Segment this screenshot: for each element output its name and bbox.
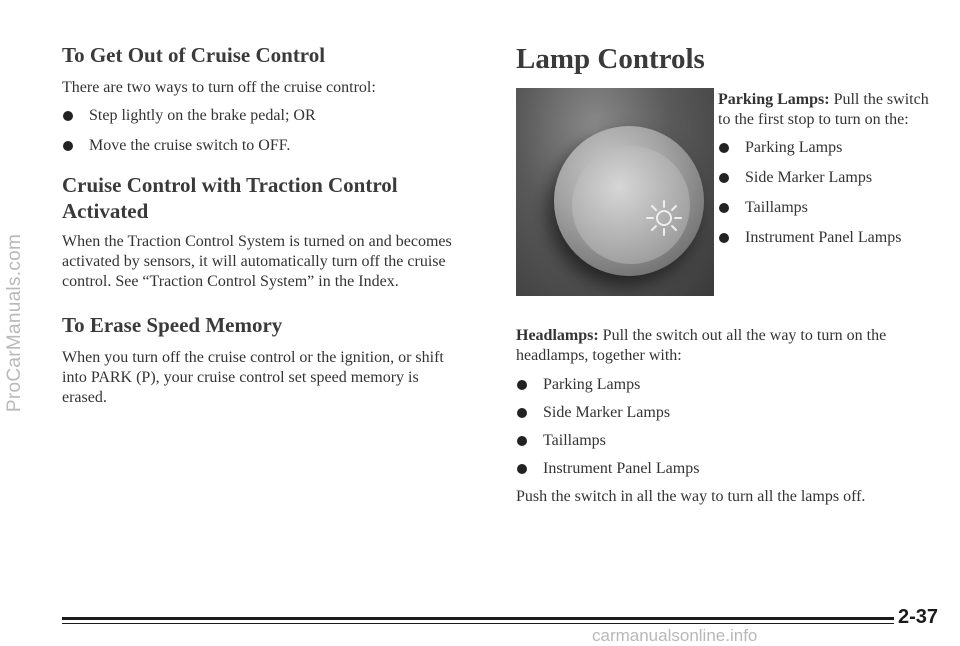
- parking-lamps-label: Parking Lamps:: [718, 91, 830, 108]
- left-column: [62, 42, 462, 408]
- footer-rule-thin: [62, 623, 894, 624]
- headlamps-label: Headlamps:: [516, 327, 599, 344]
- traction-body: When the Traction Control System is turned on and becomes activated by sensors, it will automatically turn off the cruise control. See “Traction Control System” in the Index.: [62, 233, 452, 290]
- cruise-off-heading: To Get Out of Cruise Control: [62, 43, 326, 67]
- list-item: Instrument Panel Lamps: [516, 459, 936, 479]
- list-item: Taillamps: [516, 431, 936, 451]
- parking-lamps-section: [718, 90, 938, 248]
- headlamps-list: [516, 375, 936, 479]
- parking-lamps-list: [718, 138, 938, 248]
- headlamps-section: [516, 326, 936, 507]
- parking-lamps-paragraph: [718, 90, 938, 130]
- list-item: Side Marker Lamps: [718, 168, 938, 188]
- headlamp-symbol-icon: [644, 198, 684, 238]
- cruise-off-list: [62, 106, 462, 156]
- cruise-off-intro: There are two ways to turn off the cruise control:: [62, 79, 376, 96]
- page-number: 2-37: [898, 606, 939, 628]
- bottom-watermark: carmanualsonline.info: [592, 626, 758, 645]
- traction-heading-line2: Activated: [62, 199, 149, 223]
- traction-heading: [62, 172, 462, 224]
- list-item: Step lightly on the brake pedal; OR: [62, 106, 462, 126]
- side-watermark-text: ProCarManuals.com: [4, 233, 25, 412]
- headlamps-text: Pull the switch out all the way to turn on the headlamps, together with:: [516, 327, 887, 364]
- list-item: Move the cruise switch to OFF.: [62, 136, 462, 156]
- knob-face: [572, 146, 690, 264]
- side-watermark: [2, 0, 28, 645]
- footer-rule-thick: [62, 617, 894, 620]
- list-item: Parking Lamps: [718, 138, 938, 158]
- headlamp-switch-knob-photo: [516, 88, 714, 296]
- lamp-controls-heading: Lamp Controls: [516, 43, 705, 75]
- traction-heading-line1: Cruise Control with Traction Control: [62, 173, 398, 197]
- list-item: Instrument Panel Lamps: [718, 228, 938, 248]
- parking-lamps-text: Pull the switch to the first stop to turn on the:: [718, 91, 929, 128]
- list-item: Side Marker Lamps: [516, 403, 936, 423]
- knob-shape: [554, 126, 704, 276]
- list-item: Taillamps: [718, 198, 938, 218]
- erase-body: When you turn off the cruise control or the ignition, or shift into PARK (P), your cruise control set speed memory is erased.: [62, 349, 444, 406]
- headlamps-paragraph: [516, 326, 936, 366]
- lamps-off-text: Push the switch in all the way to turn all the lamps off.: [516, 488, 866, 505]
- list-item: Parking Lamps: [516, 375, 936, 395]
- erase-heading: To Erase Speed Memory: [62, 313, 283, 337]
